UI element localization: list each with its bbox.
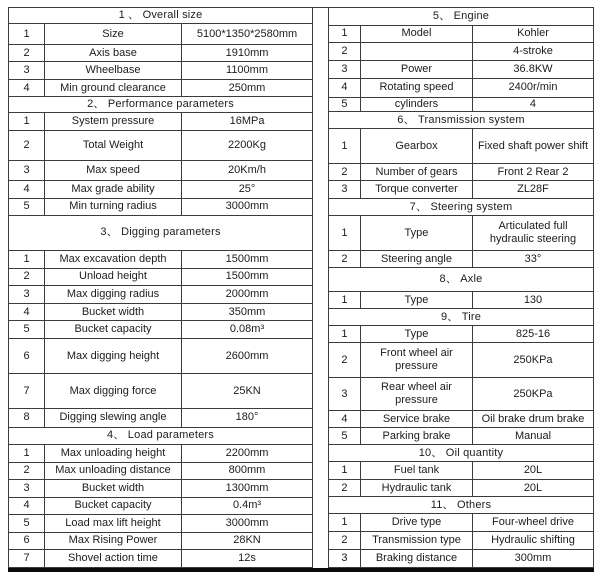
param-label-cell: Fuel tank <box>360 462 472 480</box>
param-value-cell: 4 <box>472 98 593 112</box>
param-label-cell: Max digging height <box>45 339 182 374</box>
param-label-cell: Max digging force <box>45 374 182 409</box>
section-title: 9、 Tire <box>328 309 593 326</box>
row-number-cell: 4 <box>9 497 45 514</box>
param-value-cell: 0.08m³ <box>182 321 313 339</box>
param-value-cell: Manual <box>472 428 593 445</box>
row-number-cell: 2 <box>328 251 360 268</box>
section-header-row <box>328 268 593 292</box>
param-label-cell: Model <box>360 26 472 43</box>
param-value-cell: Kohler <box>472 26 593 43</box>
row-number-cell: 1 <box>9 24 45 45</box>
param-value-cell: 800mm <box>182 462 313 479</box>
param-label-cell: Max unloading height <box>45 444 182 462</box>
param-value-cell: Four-wheel drive <box>472 514 593 532</box>
param-label-cell: Digging slewing angle <box>45 409 182 427</box>
param-label-cell: Bucket capacity <box>45 497 182 514</box>
param-label-cell: Max grade ability <box>45 180 182 198</box>
row-number-cell: 3 <box>9 479 45 497</box>
table-row <box>9 304 313 321</box>
table-row <box>9 409 313 427</box>
param-label-cell: Type <box>360 216 472 251</box>
row-number-cell: 2 <box>9 268 45 285</box>
section-title: 11、 Others <box>328 497 593 514</box>
row-number-cell: 1 <box>328 292 360 309</box>
param-label-cell <box>360 43 472 61</box>
param-label-cell: Type <box>360 292 472 309</box>
param-value-cell: 350mm <box>182 304 313 321</box>
param-value-cell: 28KN <box>182 532 313 549</box>
row-number-cell: 5 <box>328 98 360 112</box>
table-row <box>9 62 313 80</box>
param-value-cell: 1500mm <box>182 250 313 268</box>
table-row <box>9 444 313 462</box>
param-value-cell: 1300mm <box>182 479 313 497</box>
param-label-cell: Min ground clearance <box>45 80 182 97</box>
row-number-cell: 3 <box>328 61 360 79</box>
section-title: 6、 Transmission system <box>328 112 593 129</box>
row-number-cell: 7 <box>9 374 45 409</box>
row-number-cell: 1 <box>328 216 360 251</box>
section-title: 7、 Steering system <box>328 199 593 216</box>
table-row <box>9 131 313 160</box>
table-row <box>328 292 593 309</box>
param-label-cell: System pressure <box>45 113 182 131</box>
row-number-cell: 6 <box>9 339 45 374</box>
row-number-cell: 3 <box>328 378 360 411</box>
row-number-cell: 2 <box>9 131 45 160</box>
param-value-cell: 3000mm <box>182 514 313 532</box>
param-value-cell: 25KN <box>182 374 313 409</box>
row-number-cell: 1 <box>9 250 45 268</box>
table-row <box>9 286 313 304</box>
table-row <box>328 61 593 79</box>
param-value-cell: 180° <box>182 409 313 427</box>
param-label-cell: Drive type <box>360 514 472 532</box>
row-number-cell: 2 <box>328 43 360 61</box>
param-value-cell: 25° <box>182 180 313 198</box>
table-row <box>9 45 313 62</box>
row-number-cell: 1 <box>9 113 45 131</box>
table-row <box>328 79 593 98</box>
row-number-cell: 2 <box>328 164 360 181</box>
spec-sheet <box>8 7 594 572</box>
table-row <box>9 339 313 374</box>
param-label-cell: Bucket width <box>45 304 182 321</box>
param-label-cell: Max digging radius <box>45 286 182 304</box>
table-row <box>9 268 313 285</box>
row-number-cell: 2 <box>328 480 360 497</box>
table-row <box>9 479 313 497</box>
row-number-cell: 1 <box>328 326 360 343</box>
row-number-cell: 5 <box>9 321 45 339</box>
table-row <box>328 462 593 480</box>
param-value-cell: 2000mm <box>182 286 313 304</box>
table-row <box>328 129 593 164</box>
section-header-row <box>328 309 593 326</box>
row-number-cell: 4 <box>328 411 360 428</box>
param-value-cell: 250KPa <box>472 378 593 411</box>
row-number-cell: 5 <box>9 198 45 215</box>
table-row <box>9 514 313 532</box>
table-row <box>9 532 313 549</box>
section-title: 2、 Performance parameters <box>9 97 313 113</box>
param-value-cell: 12s <box>182 549 313 567</box>
row-number-cell: 8 <box>9 409 45 427</box>
param-value-cell: 2200Kg <box>182 131 313 160</box>
param-value-cell: Front 2 Rear 2 <box>472 164 593 181</box>
param-value-cell: 20L <box>472 480 593 497</box>
table-row <box>328 428 593 445</box>
table-row <box>328 43 593 61</box>
table-row <box>328 326 593 343</box>
row-number-cell: 7 <box>9 549 45 567</box>
param-value-cell: 300mm <box>472 550 593 568</box>
table-row <box>9 198 313 215</box>
param-value-cell: 2600mm <box>182 339 313 374</box>
row-number-cell: 1 <box>9 444 45 462</box>
param-value-cell: 1910mm <box>182 45 313 62</box>
param-value-cell: 2400r/min <box>472 79 593 98</box>
section-header-row <box>9 97 313 113</box>
section-title: 1 、 Overall size <box>9 8 313 24</box>
table-row <box>9 180 313 198</box>
param-label-cell: Gearbox <box>360 129 472 164</box>
row-number-cell: 1 <box>328 462 360 480</box>
row-number-cell: 3 <box>9 160 45 180</box>
param-value-cell: Hydraulic shifting <box>472 532 593 550</box>
param-label-cell: Rear wheel air pressure <box>360 378 472 411</box>
param-value-cell: 20L <box>472 462 593 480</box>
table-row <box>328 216 593 251</box>
param-label-cell: Load max lift height <box>45 514 182 532</box>
param-label-cell: Axis base <box>45 45 182 62</box>
table-row <box>328 480 593 497</box>
param-label-cell: Max speed <box>45 160 182 180</box>
param-label-cell: Max unloading distance <box>45 462 182 479</box>
spec-table-left <box>8 7 313 568</box>
param-label-cell: Hydraulic tank <box>360 480 472 497</box>
row-number-cell: 3 <box>9 62 45 80</box>
param-value-cell: 4-stroke <box>472 43 593 61</box>
table-row <box>328 26 593 43</box>
table-row <box>9 374 313 409</box>
section-title: 8、 Axle <box>328 268 593 292</box>
param-label-cell: Total Weight <box>45 131 182 160</box>
row-number-cell: 1 <box>328 26 360 43</box>
param-value-cell: 20Km/h <box>182 160 313 180</box>
section-header-row <box>9 427 313 444</box>
row-number-cell: 3 <box>9 286 45 304</box>
section-header-row <box>328 112 593 129</box>
table-row <box>328 164 593 181</box>
row-number-cell: 6 <box>9 532 45 549</box>
param-label-cell: Bucket width <box>45 479 182 497</box>
param-label-cell: Steering angle <box>360 251 472 268</box>
param-value-cell: 1100mm <box>182 62 313 80</box>
param-label-cell: cylinders <box>360 98 472 112</box>
param-label-cell: Service brake <box>360 411 472 428</box>
param-value-cell: 250KPa <box>472 343 593 378</box>
row-number-cell: 1 <box>328 514 360 532</box>
param-value-cell: 33° <box>472 251 593 268</box>
param-label-cell: Max Rising Power <box>45 532 182 549</box>
row-number-cell: 2 <box>9 45 45 62</box>
row-number-cell: 1 <box>328 129 360 164</box>
row-number-cell: 2 <box>328 343 360 378</box>
table-row <box>9 462 313 479</box>
param-value-cell: 0.4m³ <box>182 497 313 514</box>
param-label-cell: Front wheel air pressure <box>360 343 472 378</box>
row-number-cell: 4 <box>328 79 360 98</box>
param-label-cell: Bucket capacity <box>45 321 182 339</box>
section-header-row <box>9 215 313 250</box>
row-number-cell: 2 <box>328 532 360 550</box>
param-value-cell: 130 <box>472 292 593 309</box>
row-number-cell: 4 <box>9 180 45 198</box>
section-title: 10、 Oil quantity <box>328 445 593 462</box>
table-row <box>328 251 593 268</box>
section-title: 5、 Engine <box>328 8 593 26</box>
table-row <box>9 250 313 268</box>
param-label-cell: Parking brake <box>360 428 472 445</box>
param-value-cell: 16MPa <box>182 113 313 131</box>
param-value-cell: 250mm <box>182 80 313 97</box>
row-number-cell: 5 <box>328 428 360 445</box>
row-number-cell: 3 <box>328 550 360 568</box>
section-title: 3、 Digging parameters <box>9 215 313 250</box>
param-value-cell: 1500mm <box>182 268 313 285</box>
table-row <box>328 378 593 411</box>
param-label-cell: Max excavation depth <box>45 250 182 268</box>
table-row <box>9 80 313 97</box>
table-row <box>328 514 593 532</box>
section-header-row <box>328 199 593 216</box>
param-label-cell: Number of gears <box>360 164 472 181</box>
param-label-cell: Braking distance <box>360 550 472 568</box>
param-label-cell: Transmission type <box>360 532 472 550</box>
param-label-cell: Size <box>45 24 182 45</box>
section-header-row <box>328 497 593 514</box>
table-row <box>9 497 313 514</box>
param-value-cell: ZL28F <box>472 181 593 199</box>
param-label-cell: Min turning radius <box>45 198 182 215</box>
param-value-cell: Oil brake drum brake <box>472 411 593 428</box>
spec-table-right <box>328 7 594 568</box>
section-header-row <box>328 8 593 26</box>
section-header-row <box>328 445 593 462</box>
table-row <box>328 98 593 112</box>
row-number-cell: 4 <box>9 80 45 97</box>
param-label-cell: Wheelbase <box>45 62 182 80</box>
row-number-cell: 2 <box>9 462 45 479</box>
section-header-row <box>9 8 313 24</box>
table-row <box>328 550 593 568</box>
param-label-cell: Unload height <box>45 268 182 285</box>
table-row <box>328 532 593 550</box>
param-value-cell: 825-16 <box>472 326 593 343</box>
param-value-cell: 5100*1350*2580mm <box>182 24 313 45</box>
table-row <box>9 24 313 45</box>
param-value-cell: Fixed shaft power shift <box>472 129 593 164</box>
table-row <box>328 181 593 199</box>
table-row <box>328 411 593 428</box>
table-row <box>9 160 313 180</box>
param-value-cell: Articulated full hydraulic steering <box>472 216 593 251</box>
param-label-cell: Power <box>360 61 472 79</box>
param-label-cell: Rotating speed <box>360 79 472 98</box>
table-row <box>9 321 313 339</box>
table-spacer <box>313 7 328 568</box>
row-number-cell: 4 <box>9 304 45 321</box>
param-value-cell: 3000mm <box>182 198 313 215</box>
param-label-cell: Type <box>360 326 472 343</box>
param-label-cell: Torque converter <box>360 181 472 199</box>
row-number-cell: 5 <box>9 514 45 532</box>
table-row <box>328 343 593 378</box>
param-label-cell: Shovel action time <box>45 549 182 567</box>
param-value-cell: 36.8KW <box>472 61 593 79</box>
section-title: 4、 Load parameters <box>9 427 313 444</box>
param-value-cell: 2200mm <box>182 444 313 462</box>
table-row <box>9 113 313 131</box>
row-number-cell: 3 <box>328 181 360 199</box>
table-row <box>9 549 313 567</box>
